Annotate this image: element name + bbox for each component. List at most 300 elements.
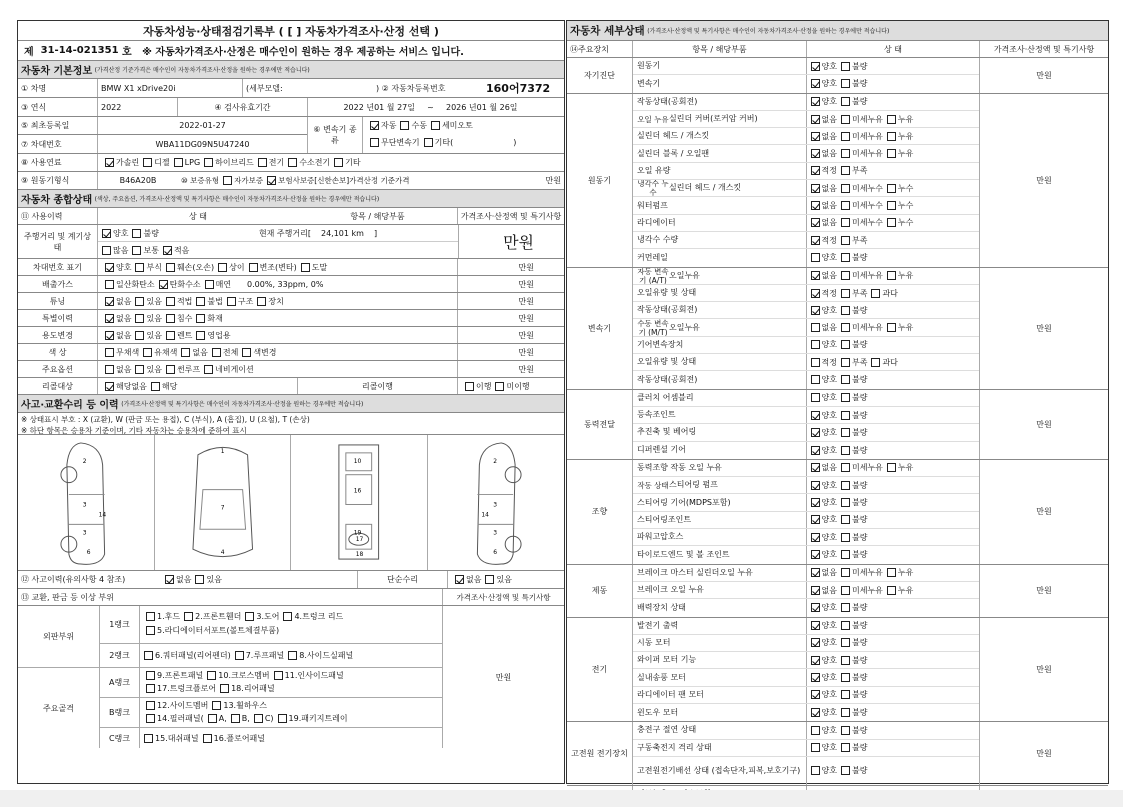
detail-check[interactable] bbox=[841, 97, 850, 106]
detail-check[interactable] bbox=[841, 481, 850, 490]
basic-row-1 bbox=[18, 79, 564, 98]
rankB-check-5[interactable] bbox=[254, 714, 263, 723]
color-check-1[interactable] bbox=[143, 348, 152, 357]
vin_mark-opt-2: 훼손(오손) bbox=[176, 262, 215, 272]
exchange-table bbox=[18, 606, 564, 748]
fuel-hydrogen: 수소전기 bbox=[299, 158, 331, 167]
detail-check[interactable] bbox=[841, 463, 850, 472]
rankA-check-3[interactable] bbox=[146, 684, 155, 693]
detail-row bbox=[633, 582, 979, 599]
detail-check[interactable] bbox=[811, 463, 820, 472]
overall-row-special bbox=[18, 310, 564, 327]
detail-check[interactable] bbox=[811, 323, 820, 332]
vin_mark-check-4[interactable] bbox=[249, 263, 258, 272]
detail-row bbox=[633, 215, 979, 232]
overall-header bbox=[18, 190, 564, 208]
recall-none: 해당없음 bbox=[116, 381, 147, 391]
bottom-bar bbox=[0, 790, 1123, 807]
detail-check[interactable] bbox=[887, 132, 896, 141]
option-check-0[interactable] bbox=[105, 365, 114, 374]
fuel-gasoline-check[interactable] bbox=[105, 158, 114, 167]
detail-row bbox=[633, 599, 979, 616]
detail-sub: 수동 변속기 (M/T) bbox=[637, 319, 669, 336]
detail-check[interactable] bbox=[811, 115, 820, 124]
mileage-normal-check[interactable] bbox=[132, 246, 141, 255]
simple-none: 없음 bbox=[466, 575, 482, 584]
rankB-check-6[interactable] bbox=[278, 714, 287, 723]
gas-opt-1: 탄화수소 bbox=[169, 279, 201, 289]
detail-item: 동력조향 작동 오일 누유 bbox=[637, 462, 722, 472]
rank1-check-2[interactable] bbox=[245, 612, 254, 621]
acc-none-check[interactable] bbox=[165, 575, 174, 584]
detail-check[interactable] bbox=[841, 375, 850, 384]
warranty-self-check[interactable] bbox=[223, 176, 232, 185]
mileage-content bbox=[98, 225, 458, 258]
detail-check[interactable] bbox=[841, 656, 850, 665]
detail-check[interactable] bbox=[887, 586, 896, 595]
detail-check[interactable] bbox=[841, 201, 850, 210]
acc-yes-check[interactable] bbox=[195, 575, 204, 584]
detail-row bbox=[633, 407, 979, 424]
price-unit: 만원 bbox=[545, 176, 561, 185]
no-suffix: 호 bbox=[122, 47, 132, 58]
detail-sub: 자동 변속기 (A/T) bbox=[637, 267, 669, 284]
color-check-0[interactable] bbox=[105, 348, 114, 357]
rank1-check-0[interactable] bbox=[146, 612, 155, 621]
detail-item: 발전기 출력 bbox=[637, 620, 679, 630]
car-name-label: ① 차명 bbox=[18, 79, 98, 97]
gas-opt-0: 일산화탄소 bbox=[116, 279, 155, 289]
detail-check[interactable] bbox=[841, 218, 850, 227]
detail-item: 작동상태(공회전) bbox=[637, 305, 698, 315]
trans-auto-check[interactable] bbox=[370, 121, 379, 130]
acc-yes: 있음 bbox=[206, 575, 222, 584]
detail-opt: 불량 bbox=[851, 410, 868, 420]
rank1-item-1: 2.프론트휀더 bbox=[195, 612, 242, 621]
trans-semi-check[interactable] bbox=[431, 121, 440, 130]
detail-h1: ⑭주요장치 bbox=[567, 41, 633, 57]
detail-group bbox=[567, 268, 1108, 390]
detail-row bbox=[633, 337, 979, 354]
rank2-check-0[interactable] bbox=[144, 651, 153, 660]
rank1-check-1[interactable] bbox=[184, 612, 193, 621]
option-unit: 만원 bbox=[518, 364, 534, 374]
trans-other-check[interactable] bbox=[424, 138, 433, 147]
rank1-check-4[interactable] bbox=[146, 626, 155, 635]
detail-check[interactable] bbox=[811, 550, 820, 559]
mileage-many-check[interactable] bbox=[102, 246, 111, 255]
detail-check[interactable] bbox=[811, 766, 820, 775]
detail-opt: 불량 bbox=[851, 725, 868, 735]
detail-opt: 미세누수 bbox=[851, 218, 883, 228]
fuel-other-check[interactable] bbox=[334, 158, 343, 167]
detail-check[interactable] bbox=[811, 743, 820, 752]
detail-check[interactable] bbox=[841, 393, 850, 402]
detail-opt: 적정 bbox=[821, 288, 837, 298]
tuning-check-2[interactable] bbox=[166, 297, 175, 306]
detail-check[interactable] bbox=[871, 358, 880, 367]
option-opt-0: 없음 bbox=[116, 364, 132, 374]
detail-check[interactable] bbox=[811, 97, 820, 106]
detail-check[interactable] bbox=[811, 79, 820, 88]
fuel-lpg-check[interactable] bbox=[174, 158, 183, 167]
detail-opt: 양호 bbox=[821, 445, 837, 455]
detail-opt: 양호 bbox=[821, 480, 837, 490]
warranty-company: 신한손보 bbox=[317, 176, 347, 185]
reg-label: ) ② 자동차등록번호 bbox=[376, 83, 446, 93]
rank1-item-4: 5.라디에이터서포트(볼트체결부품) bbox=[157, 626, 280, 635]
detail-row bbox=[633, 757, 979, 785]
detail-row bbox=[633, 371, 979, 388]
detail-check[interactable] bbox=[841, 306, 850, 315]
rankB-check-3[interactable] bbox=[208, 714, 217, 723]
exchange-unit: 만원 bbox=[495, 672, 512, 682]
detail-unit: 만원 bbox=[1036, 664, 1052, 674]
detail-check[interactable] bbox=[887, 568, 896, 577]
special-check-2[interactable] bbox=[166, 314, 175, 323]
rankA-check-2[interactable] bbox=[274, 671, 283, 680]
tuning-unit: 만원 bbox=[518, 296, 534, 306]
accident-header bbox=[18, 395, 564, 413]
option-check-1[interactable] bbox=[135, 365, 144, 374]
detail-check[interactable] bbox=[841, 236, 850, 245]
svg-text:14: 14 bbox=[98, 511, 107, 519]
detail-check[interactable] bbox=[841, 62, 850, 71]
mileage-good-check[interactable] bbox=[102, 229, 111, 238]
detail-check[interactable] bbox=[841, 115, 850, 124]
detail-check[interactable] bbox=[841, 726, 850, 735]
exchange-label: ⑬ 교환, 판금 등 이상 부위 bbox=[18, 589, 443, 605]
detail-check[interactable] bbox=[887, 271, 896, 280]
detail-check[interactable] bbox=[841, 428, 850, 437]
use_change-check-3[interactable] bbox=[196, 331, 205, 340]
detail-check[interactable] bbox=[811, 393, 820, 402]
detail-group bbox=[567, 565, 1108, 618]
detail-check[interactable] bbox=[811, 428, 820, 437]
exchange-price-header: 가격조사·산정액 및 특기사항 bbox=[456, 592, 551, 602]
svg-text:14: 14 bbox=[480, 511, 489, 519]
detail-check[interactable] bbox=[841, 411, 850, 420]
detail-opt: 불량 bbox=[851, 340, 868, 350]
svg-text:4: 4 bbox=[220, 549, 225, 557]
overall-h3: 항목 / 해당부품 bbox=[298, 208, 458, 224]
detail-check[interactable] bbox=[811, 621, 820, 630]
detail-check[interactable] bbox=[841, 79, 850, 88]
fuel-gasoline: 가솔린 bbox=[116, 158, 140, 167]
overall-row-vin_mark bbox=[18, 259, 564, 276]
gas-check-0[interactable] bbox=[105, 280, 114, 289]
rankA-check-4[interactable] bbox=[220, 684, 229, 693]
detail-check[interactable] bbox=[811, 166, 820, 175]
warranty-insurer-check[interactable] bbox=[267, 176, 276, 185]
detail-check[interactable] bbox=[811, 375, 820, 384]
mileage-normal: 보통 bbox=[143, 246, 159, 255]
detail-opt: 양호 bbox=[821, 97, 837, 107]
detail-check[interactable] bbox=[841, 603, 850, 612]
detail-opt: 없음 bbox=[821, 131, 837, 141]
detail-check[interactable] bbox=[887, 218, 896, 227]
detail-check[interactable] bbox=[887, 184, 896, 193]
special-check-3[interactable] bbox=[196, 314, 205, 323]
detail-opt: 양호 bbox=[821, 550, 837, 560]
detail-check[interactable] bbox=[841, 166, 850, 175]
detail-check[interactable] bbox=[811, 271, 820, 280]
detail-item: 실내송풍 모터 bbox=[637, 672, 686, 682]
detail-check[interactable] bbox=[811, 201, 820, 210]
rankC-check-1[interactable] bbox=[203, 734, 212, 743]
detail-check[interactable] bbox=[811, 708, 820, 717]
detail-item: 브레이크 오일 누유 bbox=[637, 585, 704, 595]
detail-unit: 만원 bbox=[1036, 507, 1052, 517]
special-opt-2: 침수 bbox=[176, 313, 193, 323]
special-label: 특별이력 bbox=[18, 310, 98, 326]
detail-check[interactable] bbox=[811, 411, 820, 420]
detail-check[interactable] bbox=[841, 446, 850, 455]
svg-text:3: 3 bbox=[492, 501, 497, 509]
detail-check[interactable] bbox=[811, 446, 820, 455]
detail-item: 와이퍼 모터 기능 bbox=[637, 655, 697, 665]
detail-check[interactable] bbox=[841, 340, 850, 349]
rankB-check-4[interactable] bbox=[231, 714, 240, 723]
detail-opt: 불량 bbox=[851, 427, 868, 437]
gas-check-2[interactable] bbox=[205, 280, 214, 289]
detail-check[interactable] bbox=[811, 132, 820, 141]
detail-check[interactable] bbox=[887, 149, 896, 158]
rankB-check-2[interactable] bbox=[146, 714, 155, 723]
tuning-opt-2: 적법 bbox=[176, 296, 193, 306]
detail-check[interactable] bbox=[841, 184, 850, 193]
detail-check[interactable] bbox=[811, 533, 820, 542]
detail-opt: 양호 bbox=[821, 253, 837, 263]
vin_mark-check-2[interactable] bbox=[166, 263, 175, 272]
accident-legend bbox=[18, 413, 564, 435]
detail-check[interactable] bbox=[811, 515, 820, 524]
tuning-check-1[interactable] bbox=[135, 297, 144, 306]
detail-check[interactable] bbox=[811, 638, 820, 647]
detail-check[interactable] bbox=[841, 132, 850, 141]
use_change-opt-3: 영업용 bbox=[207, 330, 231, 340]
vin-label: ⑦ 차대번호 bbox=[18, 135, 98, 153]
recall-none-check[interactable] bbox=[105, 382, 114, 391]
detail-row bbox=[633, 390, 979, 407]
detail-opt: 불량 bbox=[851, 766, 868, 776]
detail-check[interactable] bbox=[841, 690, 850, 699]
svg-text:3: 3 bbox=[492, 529, 497, 537]
detail-check[interactable] bbox=[841, 358, 850, 367]
detail-check[interactable] bbox=[841, 271, 850, 280]
trans-manual-check[interactable] bbox=[400, 121, 409, 130]
color-opt-2: 없음 bbox=[192, 347, 208, 357]
accident-title: 사고·교환수리 등 이력 bbox=[21, 400, 119, 411]
rankB-check-1[interactable] bbox=[212, 701, 221, 710]
detail-opt: 양호 bbox=[821, 61, 837, 71]
option-check-3[interactable] bbox=[204, 365, 213, 374]
detail-item: 실린더 커버(로커암 커버) bbox=[669, 114, 758, 124]
detail-check[interactable] bbox=[811, 481, 820, 490]
detail-opt: 양호 bbox=[821, 708, 837, 718]
vin_mark-check-0[interactable] bbox=[105, 263, 114, 272]
detail-row bbox=[633, 687, 979, 704]
tuning-check-5[interactable] bbox=[257, 297, 266, 306]
detail-check[interactable] bbox=[841, 708, 850, 717]
vin_mark-check-5[interactable] bbox=[301, 263, 310, 272]
detail-item: 오일유량 및 상태 bbox=[637, 288, 697, 297]
detail-check[interactable] bbox=[841, 550, 850, 559]
detail-row bbox=[633, 268, 979, 285]
mileage-few-check[interactable] bbox=[163, 246, 172, 255]
detail-check[interactable] bbox=[887, 201, 896, 210]
detail-check[interactable] bbox=[811, 340, 820, 349]
mileage-unit: 만원 bbox=[458, 225, 564, 258]
detail-check[interactable] bbox=[811, 218, 820, 227]
group-name: 전기 bbox=[567, 618, 633, 722]
detail-check[interactable] bbox=[841, 568, 850, 577]
rank2-check-2[interactable] bbox=[288, 651, 297, 660]
rankA-check-0[interactable] bbox=[146, 671, 155, 680]
rank1-item-0: 1.후드 bbox=[157, 612, 181, 621]
gas-check-1[interactable] bbox=[159, 280, 168, 289]
mileage-bad-check[interactable] bbox=[132, 229, 141, 238]
detail-opt: 없음 bbox=[821, 183, 837, 193]
trans-cvt-check[interactable] bbox=[370, 138, 379, 147]
vin_mark-check-1[interactable] bbox=[135, 263, 144, 272]
detail-check[interactable] bbox=[811, 306, 820, 315]
detail-check[interactable] bbox=[811, 726, 820, 735]
detail-check[interactable] bbox=[841, 515, 850, 524]
detail-opt: 불량 bbox=[851, 638, 868, 648]
detail-item: 실린더 블록 / 오일팬 bbox=[637, 148, 710, 158]
rankB-item-6: 19.패키지트레이 bbox=[288, 714, 348, 723]
detail-check[interactable] bbox=[811, 358, 820, 367]
recall-done-check[interactable] bbox=[465, 382, 474, 391]
detail-check[interactable] bbox=[811, 690, 820, 699]
fuel-options bbox=[98, 154, 564, 171]
detail-check[interactable] bbox=[811, 253, 820, 262]
detail-check[interactable] bbox=[811, 568, 820, 577]
detail-opt: 없음 bbox=[821, 323, 837, 333]
tuning-opt-5: 장치 bbox=[268, 296, 284, 306]
detail-check[interactable] bbox=[841, 533, 850, 542]
detail-check[interactable] bbox=[811, 603, 820, 612]
detail-check[interactable] bbox=[841, 586, 850, 595]
option-opt-1: 있음 bbox=[146, 364, 162, 374]
group-name: 변속기 bbox=[567, 268, 633, 389]
vin_mark-check-3[interactable] bbox=[218, 263, 227, 272]
detail-check[interactable] bbox=[841, 673, 850, 682]
detail-check[interactable] bbox=[841, 253, 850, 262]
recall-notdone-check[interactable] bbox=[495, 382, 504, 391]
fuel-hybrid-check[interactable] bbox=[204, 158, 213, 167]
detail-opt: 누유 bbox=[897, 568, 914, 578]
color-check-4[interactable] bbox=[242, 348, 251, 357]
detail-row bbox=[633, 232, 979, 249]
gas-label: 배출가스 bbox=[18, 276, 98, 292]
recall-yes-check[interactable] bbox=[151, 382, 160, 391]
detail-item: 구동축전지 격리 상태 bbox=[637, 742, 712, 752]
detail-check[interactable] bbox=[811, 149, 820, 158]
detail-row bbox=[633, 163, 979, 180]
detail-opt: 양호 bbox=[821, 79, 837, 89]
option-check-2[interactable] bbox=[166, 365, 175, 374]
exchange-ranks bbox=[100, 606, 443, 748]
detail-check[interactable] bbox=[841, 498, 850, 507]
detail-unit: 만원 bbox=[1036, 70, 1052, 80]
detail-check[interactable] bbox=[841, 149, 850, 158]
rankB-check-0[interactable] bbox=[146, 701, 155, 710]
fuel-diesel-check[interactable] bbox=[143, 158, 152, 167]
option-opt-3: 네비게이션 bbox=[215, 364, 254, 374]
vin_mark-label: 차대번호 표기 bbox=[18, 259, 98, 275]
detail-check[interactable] bbox=[811, 236, 820, 245]
detail-check[interactable] bbox=[811, 498, 820, 507]
detail-check[interactable] bbox=[811, 586, 820, 595]
detail-check[interactable] bbox=[841, 766, 850, 775]
detail-check[interactable] bbox=[811, 656, 820, 665]
detail-check[interactable] bbox=[811, 289, 820, 298]
simple-yes-check[interactable] bbox=[485, 575, 494, 584]
color-check-2[interactable] bbox=[181, 348, 190, 357]
detail-body bbox=[567, 58, 1108, 804]
detail-check[interactable] bbox=[841, 743, 850, 752]
svg-text:1: 1 bbox=[220, 447, 225, 455]
tuning-check-3[interactable] bbox=[196, 297, 205, 306]
rank1-check-3[interactable] bbox=[283, 612, 292, 621]
detail-check[interactable] bbox=[871, 289, 880, 298]
use_change-label: 용도변경 bbox=[18, 327, 98, 343]
use_change-opt-1: 있음 bbox=[146, 330, 162, 340]
use_change-check-1[interactable] bbox=[135, 331, 144, 340]
fuel-electric: 전기 bbox=[268, 158, 285, 167]
detail-check[interactable] bbox=[811, 673, 820, 682]
use_change-check-2[interactable] bbox=[166, 331, 175, 340]
tuning-check-0[interactable] bbox=[105, 297, 114, 306]
detail-check[interactable] bbox=[841, 323, 850, 332]
special-check-0[interactable] bbox=[105, 314, 114, 323]
detail-opt: 양호 bbox=[821, 766, 837, 776]
simple-none-check[interactable] bbox=[455, 575, 464, 584]
reg-number: 160어7372 bbox=[486, 82, 551, 95]
detail-check[interactable] bbox=[811, 184, 820, 193]
special-opt-0: 없음 bbox=[116, 313, 132, 323]
detail-check[interactable] bbox=[841, 621, 850, 630]
special-check-1[interactable] bbox=[135, 314, 144, 323]
trans-label: ⑥ 변속기 종류 bbox=[308, 117, 363, 153]
detail-check[interactable] bbox=[811, 62, 820, 71]
detail-row bbox=[633, 319, 979, 336]
detail-check[interactable] bbox=[841, 289, 850, 298]
recall-check-label: 리콜이행 bbox=[298, 378, 458, 394]
detail-check[interactable] bbox=[887, 115, 896, 124]
color-check-3[interactable] bbox=[212, 348, 221, 357]
detail-check[interactable] bbox=[887, 463, 896, 472]
detail-opt: 적정 bbox=[821, 357, 837, 367]
fuel-hydrogen-check[interactable] bbox=[288, 158, 297, 167]
detail-item: 냉각수 수량 bbox=[637, 235, 679, 245]
rank2-check-1[interactable] bbox=[235, 651, 244, 660]
use_change-check-0[interactable] bbox=[105, 331, 114, 340]
fuel-electric-check[interactable] bbox=[258, 158, 267, 167]
engine-row bbox=[18, 172, 564, 190]
detail-opt: 불량 bbox=[851, 690, 868, 700]
detail-check[interactable] bbox=[841, 638, 850, 647]
rankC-check-0[interactable] bbox=[144, 734, 153, 743]
fuel-lpg: LPG bbox=[184, 158, 201, 167]
detail-row bbox=[633, 180, 979, 197]
detail-check[interactable] bbox=[887, 323, 896, 332]
rankA-check-1[interactable] bbox=[207, 671, 216, 680]
detail-opt: 누유 bbox=[897, 585, 914, 595]
tuning-check-4[interactable] bbox=[227, 297, 236, 306]
